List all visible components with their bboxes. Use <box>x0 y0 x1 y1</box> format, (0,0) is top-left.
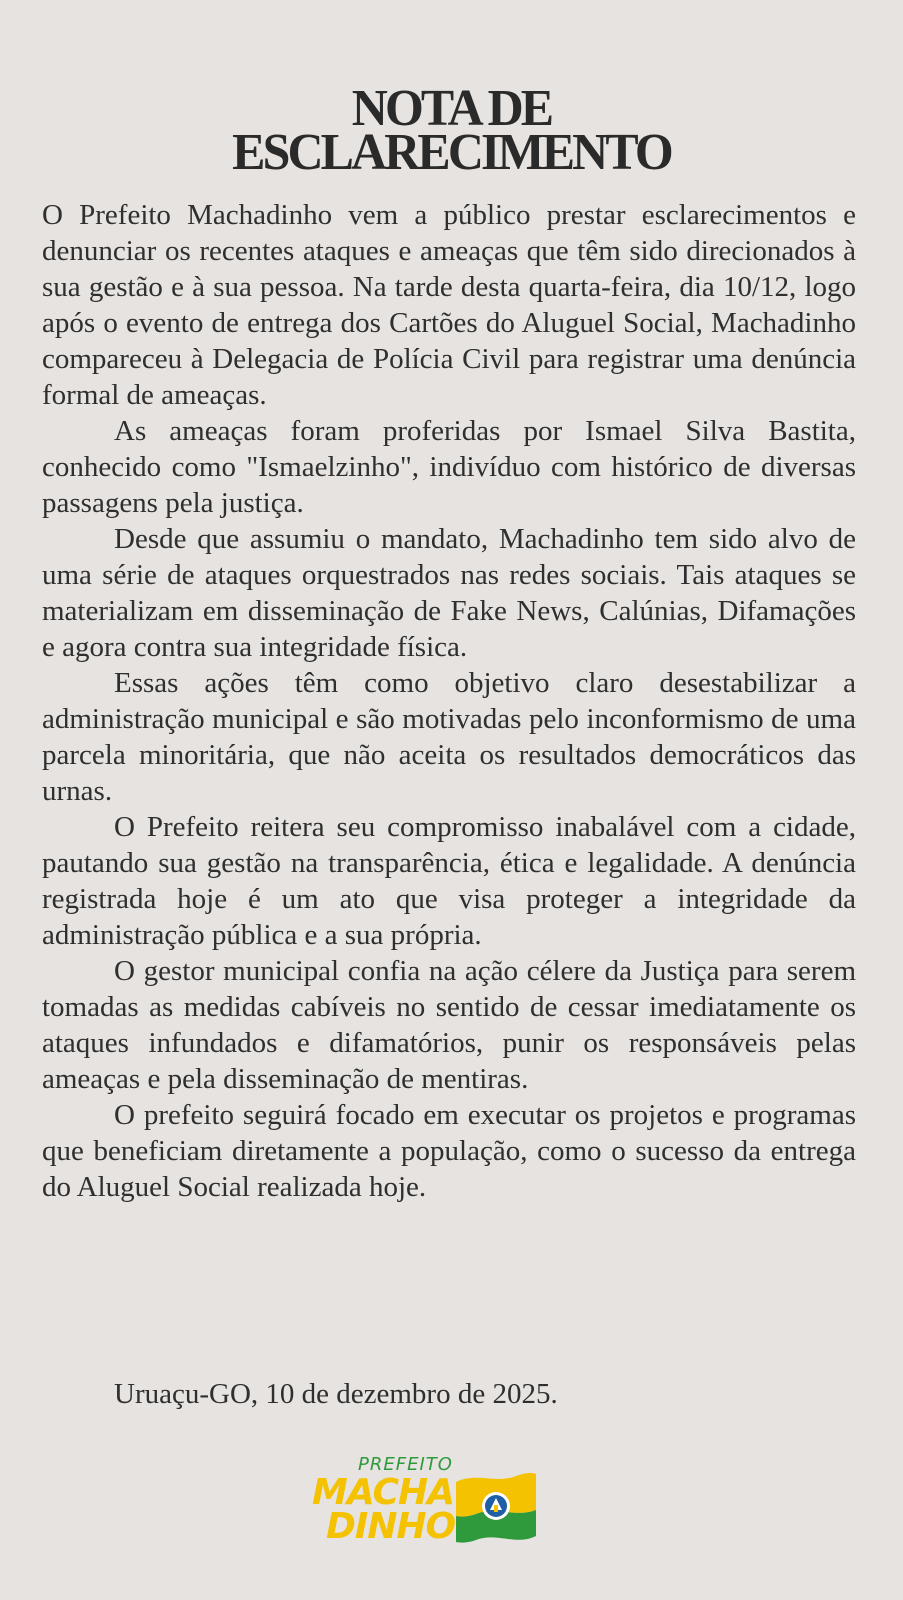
prefeito-machadinho-logo <box>312 1452 552 1562</box>
title-line-1: NOTA DE <box>351 79 552 137</box>
logo-name-line-1: MACHA <box>312 1472 454 1513</box>
paragraph-1: O Prefeito Machadinho vem a público prestar esclarecimentos e denunciar os recentes ataques e ameaças que têm sido direcionados à sua gestão e à sua pessoa. Na tarde desta quarta-feira, dia 10/12, logo após o evento de entrega dos Cartões do Aluguel Social, Machadinho compareceu à Delegacia de Polícia Civil para registrar uma denúncia formal de ameaças. <box>42 199 856 411</box>
place-date-signature: Uruaçu-GO, 10 de dezembro de 2025. <box>114 1378 558 1410</box>
flag-icon <box>454 1470 538 1546</box>
page-title <box>18 79 885 181</box>
logo-prefeito-text: PREFEITO <box>358 1454 453 1475</box>
paragraph-5: O Prefeito reitera seu compromisso inabalável com a cidade, pautando sua gestão na transparência, ética e legalidade. A denúncia registrada hoje é um ato que visa proteger a integridade da administração pública e a sua própria. <box>42 811 856 951</box>
paragraph-2: As ameaças foram proferidas por Ismael Silva Bastita, conhecido como "Ismaelzinho", indivíduo com histórico de diversas passagens pela justiça. <box>42 415 856 519</box>
paragraph-3: Desde que assumiu o mandato, Machadinho tem sido alvo de uma série de ataques orquestrados nas redes sociais. Tais ataques se materializam em disseminação de Fake News, Calúnias, Difamações e agora contra sua integridade física. <box>42 523 856 663</box>
note-body <box>42 197 856 1205</box>
paragraph-7: O prefeito seguirá focado em executar os projetos e programas que beneficiam diretamente a população, como o sucesso da entrega do Aluguel Social realizada hoje. <box>42 1099 856 1203</box>
logo-name-line-2: DINHO <box>326 1506 456 1547</box>
paragraph-4: Essas ações têm como objetivo claro desestabilizar a administração municipal e são motivadas pelo inconformismo de uma parcela minoritária, que não aceita os resultados democráticos das urnas. <box>42 667 856 807</box>
paragraph-6: O gestor municipal confia na ação célere da Justiça para serem tomadas as medidas cabíveis no sentido de cessar imediatamente os ataques infundados e difamatórios, punir os responsáveis pelas ameaças e pela disseminação de mentiras. <box>42 955 856 1095</box>
title-line-2: ESCLARECIMENTO <box>232 123 671 181</box>
